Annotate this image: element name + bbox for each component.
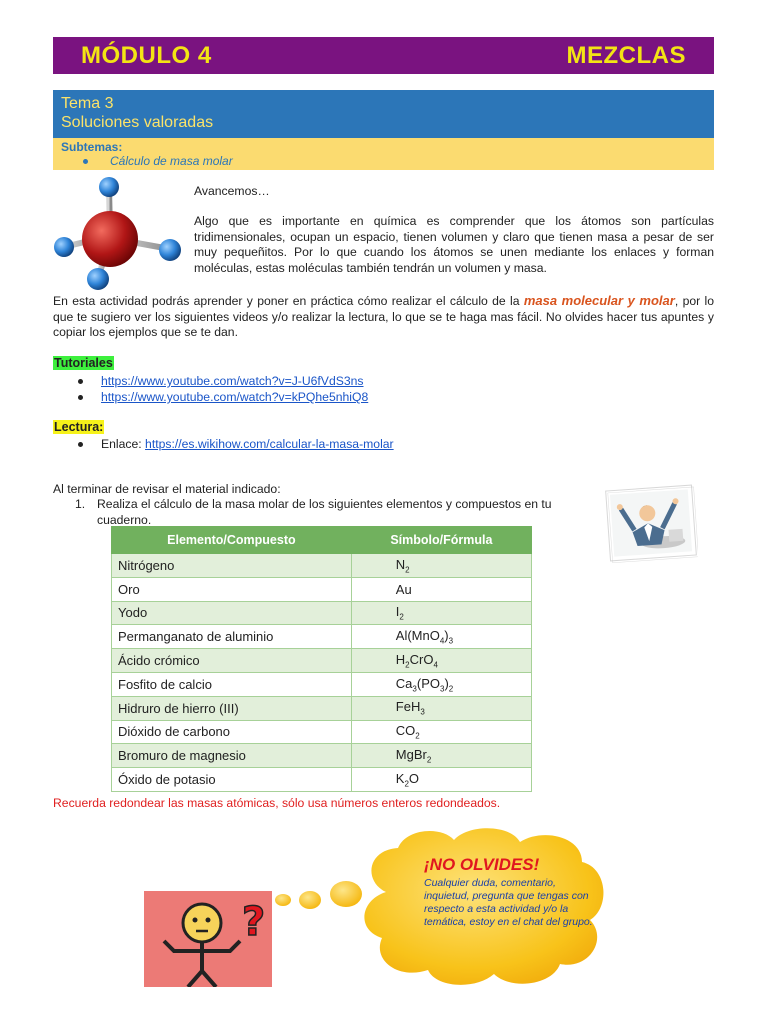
table-row xyxy=(112,672,532,696)
table-row xyxy=(112,649,532,673)
list-item xyxy=(53,436,394,452)
compound-formula: $Al(MnO_4)_3$ xyxy=(351,625,531,649)
compound-name: Ácido crómico xyxy=(112,649,352,673)
molecule-icon xyxy=(50,175,186,293)
column-header-compound: Elemento/Compuesto xyxy=(112,527,352,554)
compound-formula: $N_2$ xyxy=(351,554,531,578)
topic-title: Soluciones valoradas xyxy=(61,114,214,131)
celebrating-man-icon xyxy=(604,483,698,563)
tutorial-link-2[interactable]: https://www.youtube.com/watch?v=kPQhe5nhiQ8 xyxy=(101,390,369,404)
activity-text-end: , por lo que te sugiero ver los siguientes videos y/o realizar la lectura, lo que se te haga mas fácil. No olvides hacer tus apuntes y copiar los ejemplos que se te dan. xyxy=(53,294,715,339)
table-header-row xyxy=(112,527,532,554)
step-number: 1. xyxy=(75,497,86,511)
compound-name: Nitrógeno xyxy=(112,554,352,578)
compounds-table xyxy=(111,526,532,792)
compound-formula: $Ca_3(PO_3)_2$ xyxy=(351,672,531,696)
reading-list xyxy=(53,436,394,452)
svg-text:?: ? xyxy=(242,899,266,945)
compound-formula: $H_2CrO_4$ xyxy=(351,649,531,673)
table-row xyxy=(112,625,532,649)
compound-name: Oro xyxy=(112,577,352,601)
compound-formula: $K_2O$ xyxy=(351,768,531,792)
compound-name: Yodo xyxy=(112,601,352,625)
table-row xyxy=(112,577,532,601)
module-title: MEZCLAS xyxy=(566,41,686,69)
compound-name: Óxido de potasio xyxy=(112,768,352,792)
bullet-icon xyxy=(83,159,88,164)
column-header-formula: Símbolo/Fórmula xyxy=(351,527,531,554)
subtopic-item xyxy=(61,154,706,168)
tutorials-label: Tutoriales xyxy=(54,356,113,370)
table-row xyxy=(112,554,532,578)
topic-number: Tema 3 xyxy=(61,95,114,112)
instructions-intro: Al terminar de revisar el material indicado: xyxy=(53,482,281,496)
list-item xyxy=(53,373,368,389)
module-number: MÓDULO 4 xyxy=(81,41,212,69)
bullet-icon xyxy=(78,379,83,384)
compound-name: Dióxido de carbono xyxy=(112,720,352,744)
reading-link[interactable]: https://es.wikihow.com/calcular-la-masa-molar xyxy=(145,437,394,451)
intro-paragraph: Algo que es importante en química es comprender que los átomos son partículas tridimensionales, ocupan un espacio, tienen volumen y claro que tienen masa a pesar de ser muy pequeñitos. Por lo que cuando los átomos se unen mediante los enlaces y forman moléculas, estas moléculas también tendrán un volumen y masa. xyxy=(194,214,714,275)
compound-formula: Au xyxy=(351,577,531,601)
compound-formula: FeH$_3$ xyxy=(351,696,531,720)
activity-emphasis: masa molecular y molar xyxy=(523,293,675,308)
compound-name: Hidruro de hierro (III) xyxy=(112,696,352,720)
module-header xyxy=(53,37,714,74)
step-text: Realiza el cálculo de la masa molar de los siguientes elementos y compuestos en tu cuaderno. xyxy=(97,497,552,527)
callout-title: ¡NO OLVIDES! xyxy=(424,855,540,874)
subtopics-box xyxy=(53,138,714,170)
table-row xyxy=(112,720,532,744)
table-row xyxy=(112,744,532,768)
bullet-icon xyxy=(78,442,83,447)
reading-prefix: Enlace: xyxy=(101,437,146,451)
greeting: Avancemos… xyxy=(194,184,270,198)
callout-text: Cualquier duda, comentario, inquietud, pregunta que tengas con respecto a esta actividad y/o la temática, estoy en el chat del grupo. xyxy=(424,877,593,928)
subtopic-item-label: Cálculo de masa molar xyxy=(110,154,233,168)
confused-person-icon xyxy=(144,891,272,987)
list-item xyxy=(53,389,368,405)
compound-name: Fosfito de calcio xyxy=(112,672,352,696)
subtopics-label: Subtemas: xyxy=(61,140,123,154)
activity-paragraph xyxy=(53,293,714,341)
rounding-reminder: Recuerda redondear las masas atómicas, sólo usa números enteros redondeados. xyxy=(53,796,501,810)
compound-formula: $I_2$ xyxy=(351,601,531,625)
tutorial-links-list xyxy=(53,373,368,405)
table-row xyxy=(112,601,532,625)
reading-label: Lectura: xyxy=(54,420,104,434)
compound-formula: MgBr$_2$ xyxy=(351,744,531,768)
bullet-icon xyxy=(78,395,83,400)
compound-formula: $CO_2$ xyxy=(351,720,531,744)
compound-name: Permanganato de aluminio xyxy=(112,625,352,649)
table-row xyxy=(112,696,532,720)
tutorial-link-1[interactable]: https://www.youtube.com/watch?v=J-U6fVdS3ns xyxy=(101,374,364,388)
topic-header xyxy=(53,90,714,138)
compound-name: Bromuro de magnesio xyxy=(112,744,352,768)
activity-text-start: En esta actividad podrás aprender y poner en práctica cómo realizar el cálculo de la xyxy=(53,294,524,308)
table-row xyxy=(112,768,532,792)
